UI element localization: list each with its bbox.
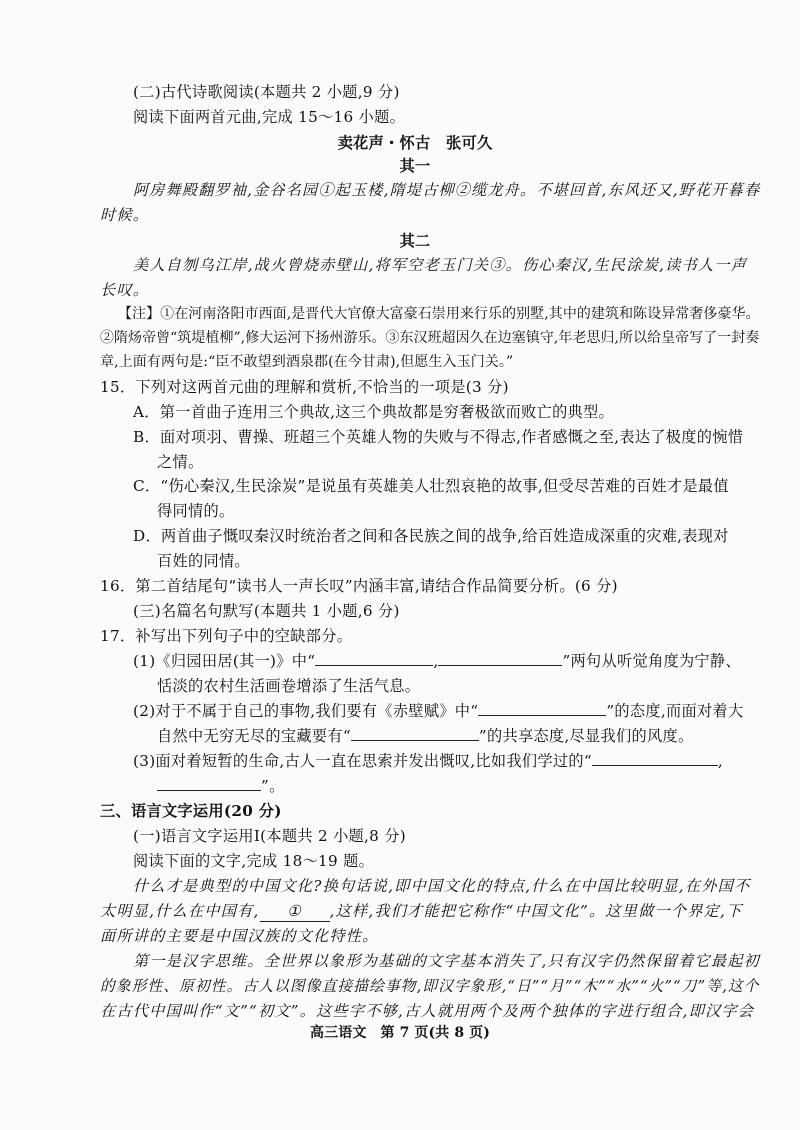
q17-1-comma: , <box>433 652 439 670</box>
poem-title: 卖花声・怀古 张可久 <box>337 134 493 152</box>
part-3-heading: 三、语言文字运用(20 分) <box>100 802 282 820</box>
q17-1-blank-b[interactable] <box>438 651 562 666</box>
annotation-line-3: 章,上面有两句是:“臣不敢望到酒泉郡(在今甘肃),但愿生入玉门关。” <box>100 354 514 370</box>
question-15-option-b: B．面对项羽、曹操、班超三个英雄人物的失败与不得志,作者感慨之至,表达了极度的惋惜 <box>133 428 744 446</box>
poetry-instruction: 阅读下面两首元曲,完成 15～16 小题。 <box>133 108 406 126</box>
q17-3-blank-b[interactable] <box>157 776 261 791</box>
q17-3-prefix: (3)面对着短暂的生命,古人一直在思索并发出慨叹,比如我们学过的“ <box>133 752 592 770</box>
question-15-option-d: D．两首曲子慨叹秦汉时统治者之间和各民族之间的战争,给百姓造成深重的灾难,表现对 <box>133 527 729 545</box>
question-17-item-1-cont: 恬淡的农村生活画卷增添了生活气息。 <box>157 677 421 695</box>
q17-2-middle: ”的态度,而面对着大 <box>606 702 744 720</box>
question-15-option-c-cont: 得同情的。 <box>157 502 235 520</box>
passage-p1-line3: 面所讲的主要是中国汉族的文化特性。 <box>100 927 379 945</box>
q17-1-prefix: (1)《归园田居(其一)》中“ <box>133 652 316 670</box>
q17-2-blank-b[interactable] <box>351 726 479 741</box>
question-17-stem: 17．补写出下列句子中的空缺部分。 <box>100 627 353 645</box>
passage-p2-line2: 的象形性、原初性。古人以图像直接描绘事物,即汉字象形,“日”“月”“木”“水”“火”“刀”等,这个 <box>100 977 760 995</box>
question-17-item-1 <box>133 651 741 671</box>
question-15-option-a: A．第一首曲子连用三个典故,这三个典故都是穷奢极欲而败亡的典型。 <box>133 403 615 421</box>
passage-p1-line2-a: 太明显,什么在中国有, <box>100 902 260 920</box>
poem-part1-line1: 阿房舞殿翻罗袖,金谷名园①起玉楼,隋堤古柳②缆龙舟。不堪回首,东风还又,野花开暮春 <box>133 181 761 199</box>
passage-p1-line1: 什么才是典型的中国文化?换句话说,即中国文化的特点,什么在中国比较明显,在外国不 <box>133 877 751 895</box>
question-15-option-d-cont: 百姓的同情。 <box>157 552 250 570</box>
question-17-item-3-cont <box>157 776 285 796</box>
q17-2-blank-a[interactable] <box>478 701 606 716</box>
language-use-instruction: 阅读下面的文字,完成 18～19 题。 <box>133 852 375 870</box>
language-use-heading: (一)语言文字运用Ⅰ(本题共 2 小题,8 分) <box>133 827 406 845</box>
question-15-option-c: C．“伤心秦汉,生民涂炭”是说虽有英雄美人壮烈哀艳的故事,但受尽苦难的百姓才是最值 <box>133 477 729 495</box>
poem-part2-line2: 长叹。 <box>100 281 150 299</box>
section-heading-poetry: (二)古代诗歌阅读(本题共 2 小题,9 分) <box>133 83 400 101</box>
question-15-stem: 15．下列对这两首元曲的理解和赏析,不恰当的一项是(3 分) <box>100 378 509 396</box>
poem-part2-label: 其二 <box>399 232 431 250</box>
q17-2-suffix: ”的共享态度,尽显我们的风度。 <box>478 727 694 745</box>
question-17-item-3 <box>133 751 723 771</box>
section-heading-dictation: (三)名篇名句默写(本题共 1 小题,6 分) <box>133 602 400 620</box>
q17-3-comma: , <box>717 752 724 770</box>
poem-part2-line1: 美人自刎乌江岸,战火曾烧赤壁山,将军空老玉门关③。伤心秦汉,生民涂炭,读书人一声 <box>133 256 748 274</box>
q17-2-prefix: (2)对于不属于自己的事物,我们要有《赤壁赋》中“ <box>133 702 479 720</box>
question-16-stem: 16．第二首结尾句“读书人一声长叹”内涵丰富,请结合作品简要分析。(6 分) <box>100 577 618 595</box>
q17-3-blank-a[interactable] <box>592 751 718 766</box>
q17-1-blank-a[interactable] <box>315 651 433 666</box>
passage-blank-1[interactable]: ① <box>260 901 330 922</box>
question-15-option-b-cont: 之情。 <box>157 453 204 471</box>
annotation-line-2: ②隋炀帝曾“筑堤植柳”,修大运河下扬州游乐。③东汉班超因久在边塞镇守,年老思归,所以给皇帝写了一封奏 <box>100 330 760 346</box>
page-footer: 高三语文 第 7 页(共 8 页) <box>310 1025 490 1041</box>
passage-p1-line2 <box>100 901 742 922</box>
q17-1-suffix: ”两句从听觉角度为宁静、 <box>562 652 741 670</box>
q17-3-end: ”。 <box>261 777 285 795</box>
passage-p2-line1: 第一是汉字思维。全世界以象形为基础的文字基本消失了,只有汉字仍然保留着它最起初 <box>133 952 760 970</box>
q17-2-prefix-b: 自然中无穷无尽的宝藏要有“ <box>157 727 351 745</box>
question-17-item-2 <box>133 701 743 721</box>
poem-part1-line2: 时候。 <box>100 206 150 224</box>
passage-p2-line3: 在古代中国叫作“文”“初文”。这些字不够,古人就用两个及两个独体的字进行组合,即汉字会 <box>100 1002 755 1020</box>
question-17-item-2-cont <box>157 726 693 746</box>
passage-p1-line2-b: ,这样,我们才能把它称作“中国文化”。这里做一个界定,下 <box>329 902 743 920</box>
poem-part1-label: 其一 <box>399 157 431 175</box>
annotation-line-1: 【注】①在河南洛阳市西面,是晋代大官僚大富豪石崇用来行乐的别墅,其中的建筑和陈设异常奢侈豪华。 <box>118 306 760 322</box>
